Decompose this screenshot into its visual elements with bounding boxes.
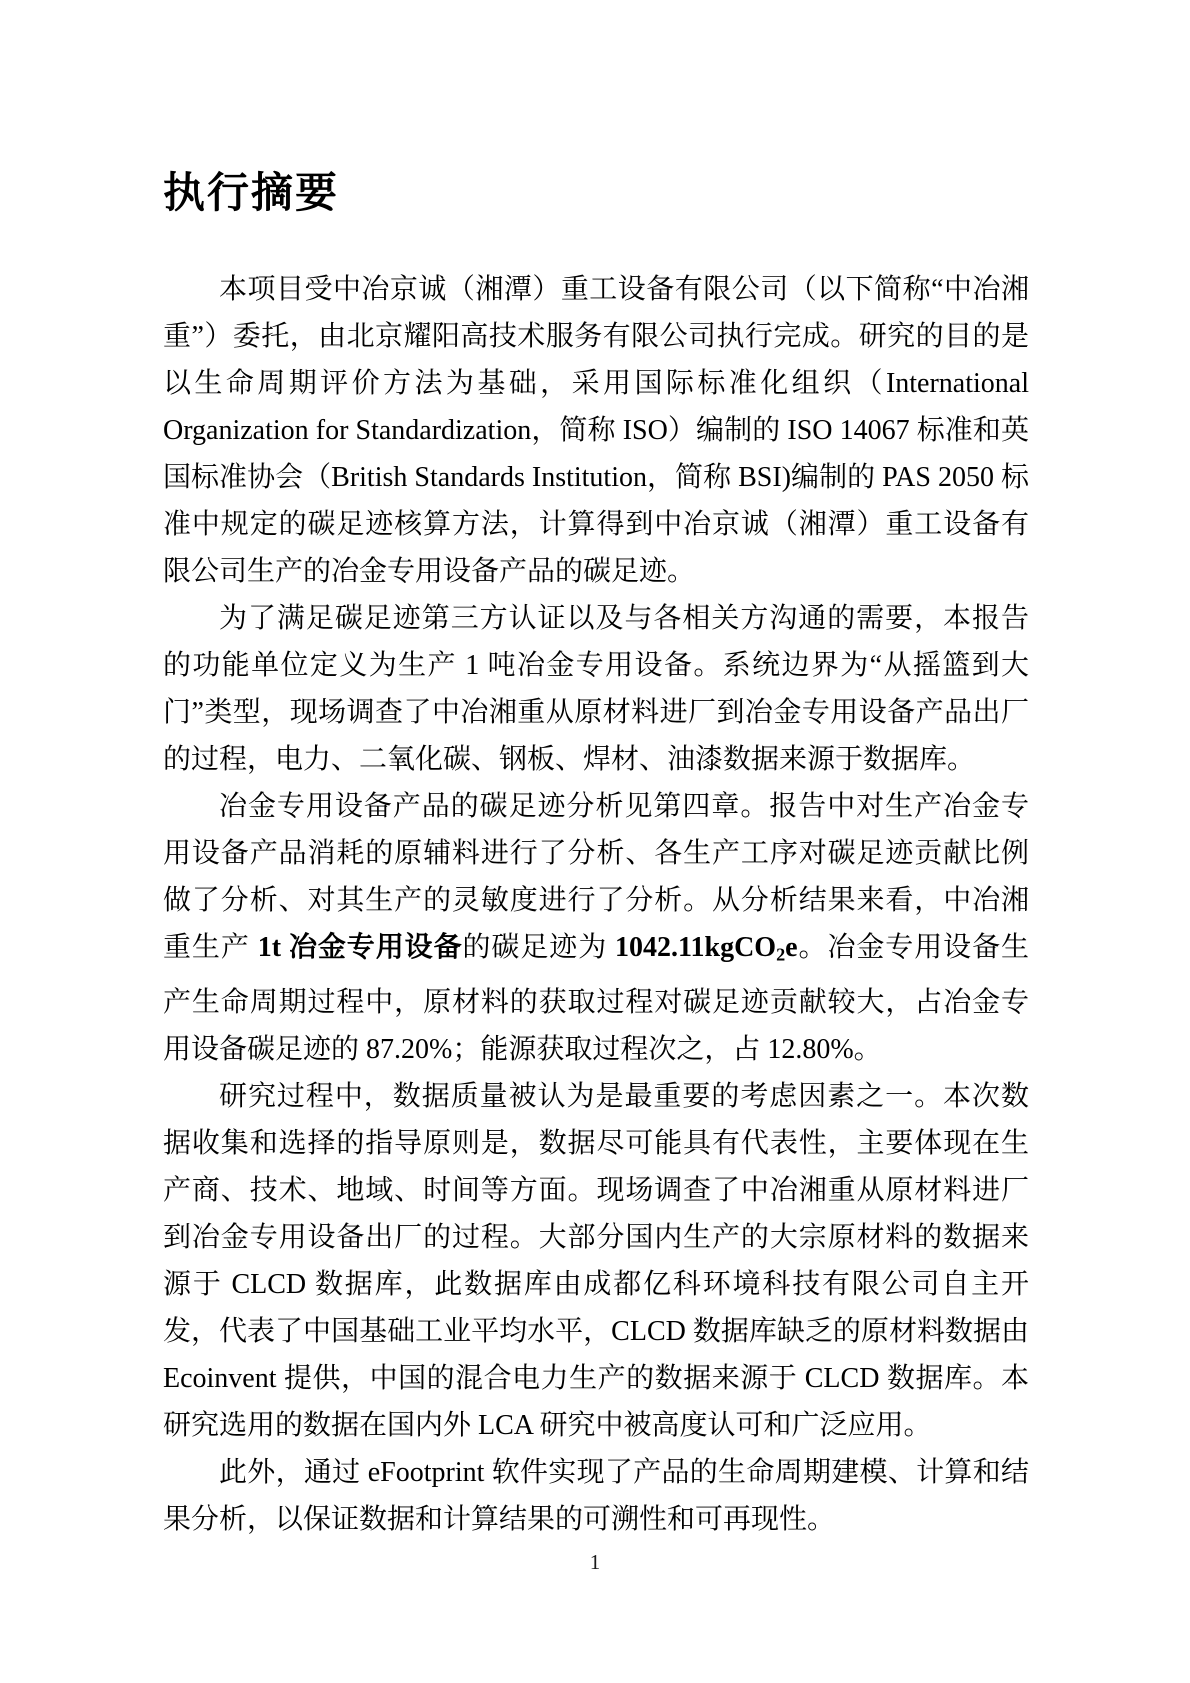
paragraph-data-quality: 研究过程中，数据质量被认为是最重要的考虑因素之一。本次数据收集和选择的指导原则是，数据尽可能具有代表性，主要体现在生产商、技术、地域、时间等方面。现场调查了中冶湘重从原材料进厂到冶金专用设备出厂的过程。大部分国内生产的大宗原材料的数据来源于 CLCD 数据库，此数据库由成都亿科环境科技有限公司自主开发，代表了中国基础工业平均水平，CLCD 数据库缺乏的原材料数据由 Ecoinvent 提供，中国的混合电力生产的数据来源于 CLCD 数据库。本研究选用的数据在国内外 LCA 研究中被高度认可和广泛应用。	[163, 1080, 1029, 1441]
paragraph-project-intro: 本项目受中冶京诚（湘潭）重工设备有限公司（以下简称“中冶湘重”）委托，由北京耀阳高技术服务有限公司执行完成。研究的目的是以生命周期评价方法为基础，采用国际标准化组织（International Organization for Standardization，简称 ISO）编制的 ISO 14067 标准和英国标准协会（British Standards Institution，简称 BSI)编制的 PAS 2050 标准中规定的碳足迹核算方法，计算得到中冶京诚（湘潭）重工设备有限公司生产的冶金专用设备产品的碳足迹。	[163, 274, 1029, 587]
paragraph-functional-unit: 为了满足碳足迹第三方认证以及与各相关方沟通的需要，本报告的功能单位定义为生产 1 吨冶金专用设备。系统边界为“从摇篮到大门”类型，现场调查了中冶湘重从原材料进厂到冶金专用设备产品出厂的过程，电力、二氧化碳、钢板、焊材、油漆数据来源于数据库。	[163, 603, 1029, 775]
paragraph-efootprint: 此外，通过 eFootprint 软件实现了产品的生命周期建模、计算和结果分析，以保证数据和计算结果的可溯性和可再现性。	[163, 1456, 1029, 1535]
result-text-lead: 冶金专用设备产品的碳足迹分析见第四章。报告中对生产冶金专用设备产品消耗的原辅料进行了分析、各生产工序对碳足迹贡献比例做了分析、对其生产的灵敏度进行了分析。从分析结果来看，中冶湘重生产	[163, 791, 1029, 963]
result-text-mid: 的碳足迹为	[462, 932, 616, 963]
result-product-bold: 1t 冶金专用设备	[257, 932, 463, 963]
result-text-tail: 。冶金专用设备生产生命周期过程中，原材料的获取过程对碳足迹贡献较大，占冶金专用设备碳足迹的 87.20%；能源获取过程次之，占 12.80%。	[163, 932, 1029, 1065]
result-value-unit-tail: e	[785, 932, 798, 963]
result-value-bold: 1042.11kgCO	[615, 932, 777, 963]
paragraph-footprint-results	[163, 783, 1029, 1073]
page-title: 执行摘要	[163, 168, 340, 217]
result-value-subscript: 2	[776, 944, 786, 965]
page-number: 1	[589, 1550, 601, 1574]
document-content	[163, 168, 1029, 1543]
